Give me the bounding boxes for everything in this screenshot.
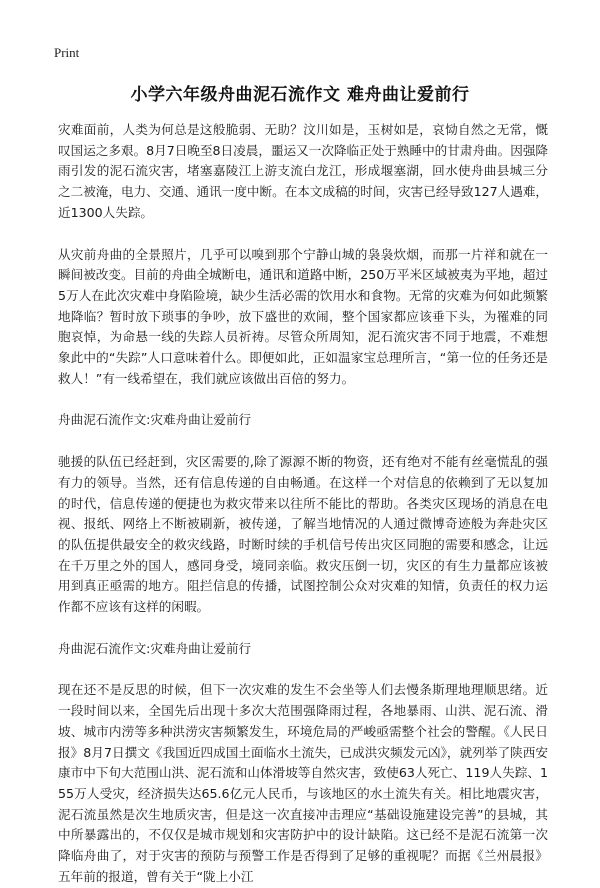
paragraph-3: 驰援的队伍已经赶到，灾区需要的,除了源源不断的物资，还有绝对不能有丝毫慌乱的强有力的领导。当然，还有信息传递的自由畅通。在这样一个对信息的依赖到了无以复加的时代，信息传递的便捷也为救灾带来以往所不能比的帮助。各类灾区现场的消息在电视、报纸、网络上不断被刷新，被传递，了解当地情况的人通过微博奇迹般为奔赴灾区的队伍提供最安全的救灾线路，时断时续的手机信号传出灾区同胞的需要和感念，让远在千万里之外的国人，感同身受，境同亲临。救灾压倒一切，灾区的有生力量都应该被用到真正亟需的地方。阻拦信息的传播，试图控制公众对灾难的知情，负责任的权力运作都不应该有这样的闲暇。 xyxy=(58,454,548,615)
section-heading-2: 舟曲泥石流作文:灾难舟曲让爱前行 xyxy=(58,640,252,656)
print-link[interactable]: Print xyxy=(54,45,80,60)
paragraph-1: 灾难面前，人类为何总是这般脆弱、无助？汶川如是，玉树如是，哀恸自然之无常，慨叹国运之多艰。8月7日晚至8日凌晨，噩运又一次降临正处于熟睡中的甘肃舟曲。因强降雨引发的泥石流灾害，堵塞嘉陵江上游支流白龙江，形成堰塞湖，回水使舟曲县城三分之二被淹，电力、交通、通讯一度中断。在本文成稿的时间，灾害已经导致127人遇难，近1300人失踪。 xyxy=(58,122,549,220)
paragraph-2: 从灾前舟曲的全景照片，几乎可以嗅到那个宁静山城的袅袅炊烟，而那一片祥和就在一瞬间被改变。目前的舟曲全城断电，通讯和道路中断，250万平米区域被夷为平地，超过5万人在此次灾难中身陷险境，缺少生活必需的饮用水和食物。无常的灾难为何如此频繁地降临？暂时放下琐事的争吵，放下盛世的欢闹，整个国家都应该垂下头，为罹难的同胞哀悼，为命悬一线的失踪人员祈祷。尽管众所周知，泥石流灾害不同于地震，不难想象此中的“失踪”人口意味着什么。即便如此，正如温家宝总理所言，“第一位的任务还是救人！”有一线希望在，我们就应该做出百倍的努力。 xyxy=(58,246,549,386)
paragraph-4: 现在还不是反思的时候，但下一次灾难的发生不会坐等人们去慢条斯理地理顺思绪。近一段时间以来，全国先后出现十多次大范围强降雨过程，各地暴雨、山洪、泥石流、滑坡、城市内涝等多种洪涝灾害频繁发生，环境危局的严峻亟需整个社会的警醒。《人民日报》8月7日撰文《我国近四成国土面临水土流失，已成洪灾频发元凶》，就列举了陕西安康市中下旬大范围山洪、泥石流和山体滑坡等自然灾害，致使63人死亡、119人失踪、155万人受灾，经济损失达65.6亿元人民币，与该地区的水土流失有关。相比地震灾害，泥石流虽然是次生地质灾害，但是这一次直接冲击理应“基础设施建设完善”的县城，其中所暴露出的，不仅仅是城市规划和灾害防护中的设计缺陷。这已经不是泥石流第一次降临舟曲了，对于灾害的预防与预警工作是否得到了足够的重视呢？而据《兰州晨报》五年前的报道，曾有关于“陇上小江 xyxy=(58,682,548,884)
article-title: 小学六年级舟曲泥石流作文 难舟曲让爱前行 xyxy=(130,85,470,105)
article-body xyxy=(58,120,548,888)
section-heading-1: 舟曲泥石流作文:灾难舟曲让爱前行 xyxy=(58,412,252,428)
